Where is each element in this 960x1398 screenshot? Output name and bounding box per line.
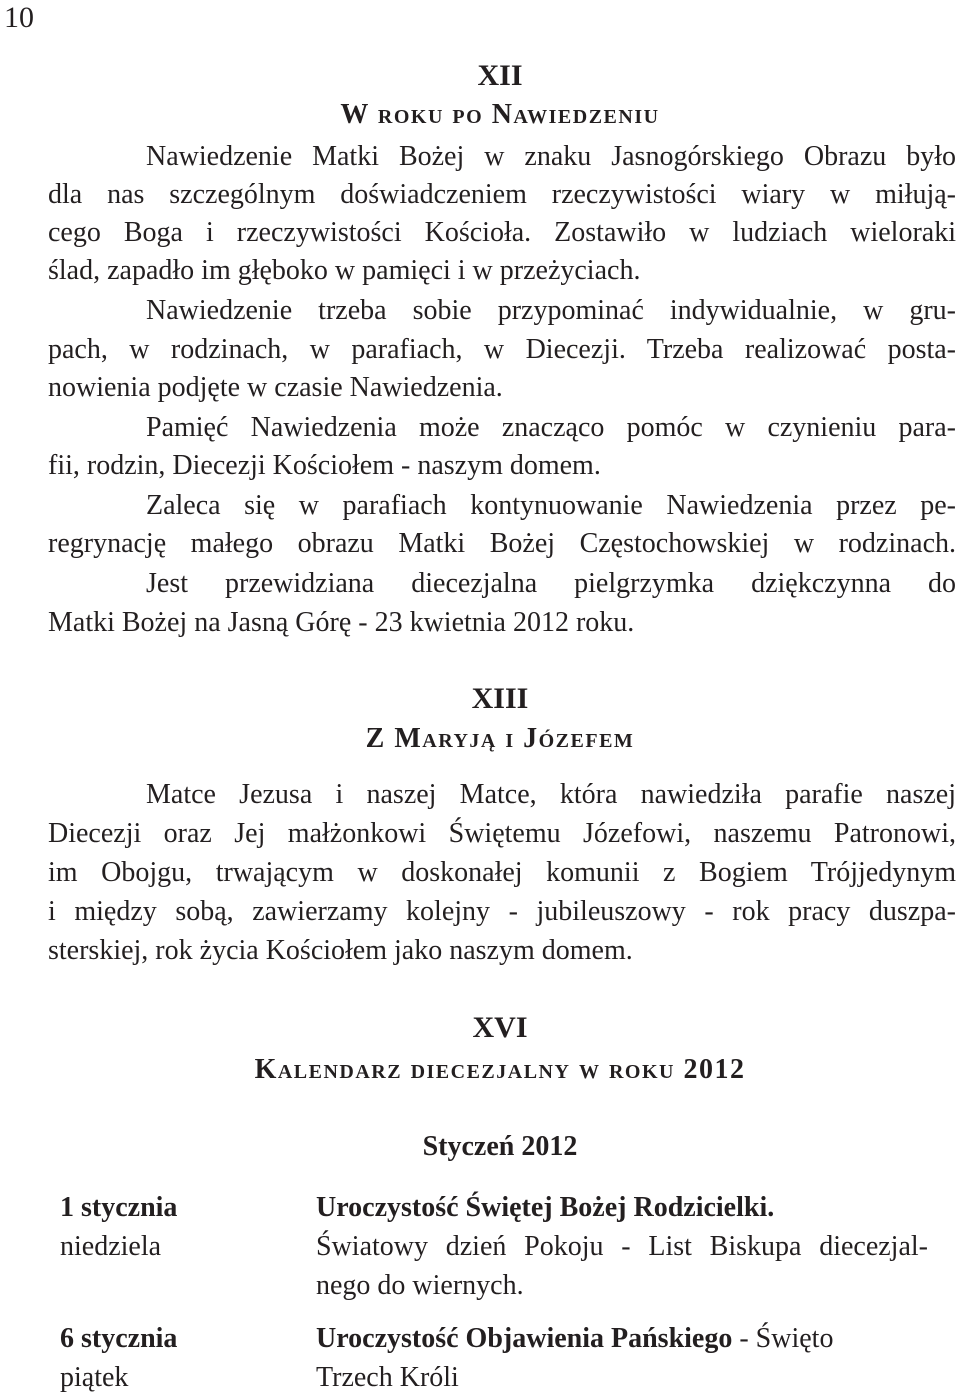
paragraph-line: Matce Jezusa i naszej Matce, która nawiedziła parafie naszej: [146, 779, 956, 810]
paragraph-line: Matki Bożej na Jasną Górę - 23 kwietnia 2012 roku.: [48, 607, 635, 638]
paragraph-line: Nawiedzenie Matki Bożej w znaku Jasnogórskiego Obrazu było: [146, 141, 956, 172]
calendar-month: Styczeń 2012: [422, 1131, 578, 1162]
section-title: Z Maryją i Józefem: [365, 723, 635, 754]
paragraph-line: Diecezji oraz Jej małżonkowi Świętemu Józefowi, naszemu Patronowi,: [48, 818, 956, 849]
calendar-event: [316, 1319, 928, 1359]
paragraph-line: im Obojgu, trwającym w doskonałej komunii z Bogiem Trójjedynym: [48, 857, 956, 888]
section-number: XII: [477, 59, 523, 92]
paragraph-line: cego Boga i rzeczywistości Kościoła. Zostawiło w ludziach wieloraki: [48, 217, 956, 248]
section-title: W roku po Nawiedzeniu: [340, 99, 660, 130]
paragraph-line: Zaleca się w parafiach kontynuowanie Nawiedzenia przez pe-: [146, 490, 956, 521]
calendar-event-line: nego do wiernych.: [316, 1270, 524, 1301]
page-number: 10: [4, 1, 34, 34]
calendar-date: 1 stycznia: [60, 1192, 178, 1223]
calendar-event-title: Uroczystość Objawienia Pańskiego: [316, 1323, 733, 1354]
paragraph-line: Pamięć Nawiedzenia może znacząco pomóc w czynieniu para-: [146, 412, 956, 443]
calendar-event-line: Trzech Króli: [316, 1362, 459, 1393]
paragraph-line: pach, w rodzinach, w parafiach, w Diecezji. Trzeba realizować posta-: [48, 334, 956, 365]
paragraph-line: dla nas szczególnym doświadczeniem rzeczywistości wiary w miłują-: [48, 179, 956, 210]
calendar-weekday: niedziela: [60, 1231, 162, 1262]
section-number: XVI: [472, 1011, 528, 1044]
paragraph-line: regrynację małego obrazu Matki Bożej Częstochowskiej w rodzinach.: [48, 528, 956, 559]
calendar-event-suffix: - Święto: [732, 1323, 834, 1354]
calendar-event: Uroczystość Świętej Bożej Rodzicielki.: [316, 1192, 775, 1223]
paragraph-line: i między sobą, zawierzamy kolejny - jubileuszowy - rok pracy duszpa-: [48, 896, 956, 927]
paragraph-line: Jest przewidziana diecezjalna pielgrzymka dziękczynna do: [146, 568, 956, 599]
paragraph-line: Nawiedzenie trzeba sobie przypominać indywidualnie, w gru-: [146, 295, 956, 326]
calendar-event-line: Światowy dzień Pokoju - List Biskupa diecezjal-: [316, 1231, 928, 1262]
paragraph-line: ślad, zapadło im głęboko w pamięci i w przeżyciach.: [48, 255, 641, 286]
paragraph-line: sterskiej, rok życia Kościołem jako naszym domem.: [48, 935, 633, 966]
calendar-date: 6 stycznia: [60, 1323, 178, 1354]
calendar-weekday: piątek: [60, 1362, 129, 1393]
paragraph-line: fii, rodzin, Diecezji Kościołem - naszym domem.: [48, 450, 601, 481]
paragraph-line: nowienia podjęte w czasie Nawiedzenia.: [48, 372, 503, 403]
section-number: XIII: [471, 682, 529, 715]
section-title: Kalendarz diecezjalny w roku 2012: [254, 1054, 746, 1085]
